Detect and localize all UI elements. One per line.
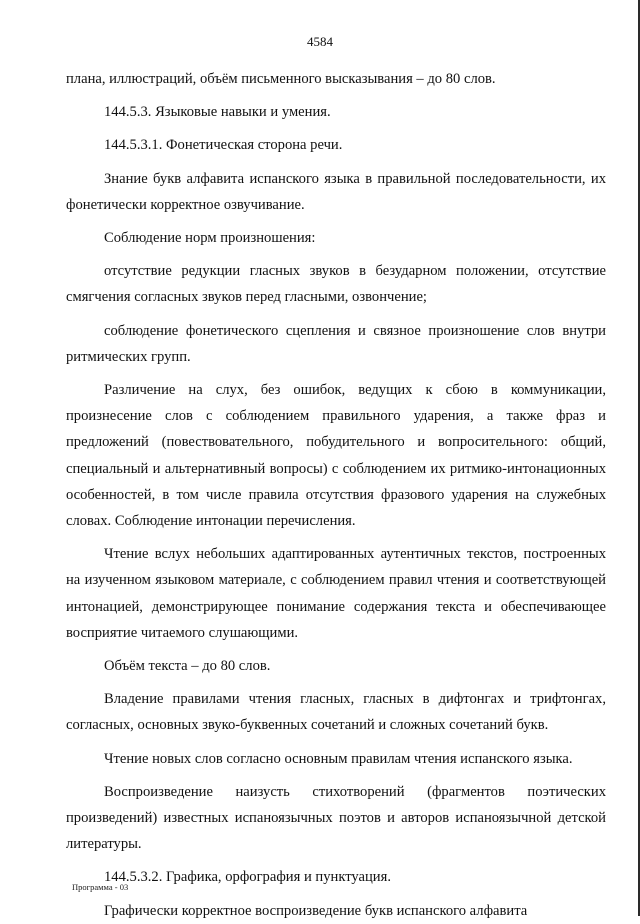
- paragraph-graphics: Графически корректное воспроизведение букв испанского алфавита: [104, 902, 528, 919]
- paragraph-distinction: Различение на слух, без ошибок, ведущих к сбою в коммуникации, произнесение слов с соблюдением правильного ударения, а также фраз и предложений (повествовательного, побудительного и вопросительного: общий, специальный и альтернативный вопросы) с соблюдением их ритмико-интонационных особенностей, в том числе правила отсутствия фразового ударения на служебных словах. Соблюдение интонации перечисления.: [66, 382, 606, 530]
- paragraph-pronunciation-norms: Соблюдение норм произношения:: [104, 230, 316, 247]
- paragraph-reading-rules: Владение правилами чтения гласных, гласных в дифтонгах и трифтонгах, согласных, основных звуко-буквенных сочетаний и сложных сочетаний букв.: [66, 691, 606, 734]
- paragraph-reduction: отсутствие редукции гласных звуков в безударном положении, отсутствие смягчения согласных звуков перед гласными, озвончение;: [66, 263, 606, 306]
- paragraph-linking: соблюдение фонетического сцепления и связное произношение слов внутри ритмических групп.: [66, 322, 606, 365]
- paragraph-text-volume: Объём текста – до 80 слов.: [104, 658, 271, 675]
- paragraph-reading-aloud: Чтение вслух небольших адаптированных аутентичных текстов, построенных на изученном языковом материале, с соблюдением правил чтения и соответствующей интонацией, демонстрирующее понимание содержания текста и обеспечивающее восприятие читаемого слушающими.: [66, 546, 606, 641]
- paragraph-alphabet: Знание букв алфавита испанского языка в правильной последовательности, их фонетически корректное озвучивание.: [66, 170, 606, 213]
- paragraph-continuation: плана, иллюстраций, объём письменного высказывания – до 80 слов.: [66, 71, 496, 87]
- paragraph-new-words: Чтение новых слов согласно основным правилам чтения испанского языка.: [104, 750, 573, 767]
- section-heading-phonetics: 144.5.3.1. Фонетическая сторона речи.: [104, 137, 343, 154]
- page-body: [66, 66, 606, 924]
- paragraph-recitation: Воспроизведение наизусть стихотворений (фрагментов поэтических произведений) известных испаноязычных поэтов и авторов испаноязычной детской литературы.: [66, 783, 606, 853]
- page-number: 4584: [307, 34, 333, 49]
- section-heading-graphics: 144.5.3.2. Графика, орфография и пунктуация.: [104, 869, 391, 886]
- section-heading-language-skills: 144.5.3. Языковые навыки и умения.: [104, 104, 331, 121]
- footer-label: Программа - 03: [72, 882, 129, 892]
